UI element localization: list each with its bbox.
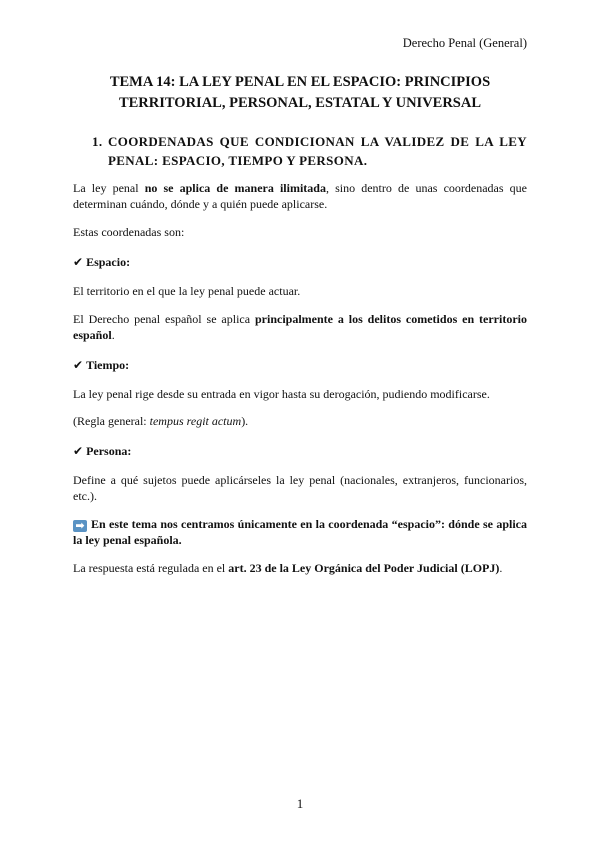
intro-paragraph: La ley penal no se aplica de manera ilimitada, sino dentro de unas coordenadas que determinan cuándo, dónde y a quién puede aplicarse. xyxy=(73,181,528,211)
title-line-1: TEMA 14: LA LEY PENAL EN EL ESPACIO: PRINCIPIOS xyxy=(109,74,491,90)
latin-maxim: tempus regit actum xyxy=(149,414,242,428)
checkmark-icon: ✔ xyxy=(73,255,84,269)
intro-emphasis: no se aplica de manera ilimitada xyxy=(144,181,326,195)
persona-definition: Define a qué sujetos puede aplicárseles la ley penal (nacionales, extranjeros, funcionarios, etc.). xyxy=(73,473,527,503)
espacio-heading: ✔ Espacio: xyxy=(73,255,131,269)
section-heading-1 xyxy=(92,132,527,170)
page-header: Derecho Penal (General) xyxy=(402,36,527,50)
persona-heading: ✔ Persona: xyxy=(73,444,132,458)
tiempo-definition: La ley penal rige desde su entrada en vigor hasta su derogación, pudiendo modificarse. xyxy=(73,387,490,401)
checkmark-icon: ✔ xyxy=(73,358,84,372)
checkmark-icon: ✔ xyxy=(73,444,84,458)
lopj-paragraph: La respuesta está regulada en el art. 23 de la Ley Orgánica del Poder Judicial (LOPJ). xyxy=(73,561,503,575)
tiempo-heading: ✔ Tiempo: xyxy=(73,358,130,372)
focus-note: ➡ En este tema nos centramos únicamente en la coordenada “espacio”: dónde se aplica la ley penal española. xyxy=(73,517,527,547)
document-title xyxy=(60,72,540,114)
espacio-emphasis: principalmente a los delitos cometidos en territorio español xyxy=(73,312,527,342)
page-number: 1 xyxy=(296,796,304,811)
espacio-definition: El territorio en el que la ley penal puede actuar. xyxy=(73,284,301,298)
section-number: 1. xyxy=(92,134,103,149)
tiempo-rule: (Regla general: tempus regit actum). xyxy=(73,414,249,428)
list-intro: Estas coordenadas son: xyxy=(73,225,185,239)
title-line-2: TERRITORIAL, PERSONAL, ESTATAL Y UNIVERSAL xyxy=(118,95,482,111)
right-arrow-icon: ➡ xyxy=(73,520,87,532)
section-title: COORDENADAS QUE CONDICIONAN LA VALIDEZ DE LA LEY PENAL: ESPACIO, TIEMPO Y PERSONA. xyxy=(108,134,527,168)
espacio-detail: El Derecho penal español se aplica principalmente a los delitos cometidos en territorio español. xyxy=(73,312,527,342)
lopj-reference: art. 23 de la Ley Orgánica del Poder Judicial (LOPJ) xyxy=(228,561,500,575)
